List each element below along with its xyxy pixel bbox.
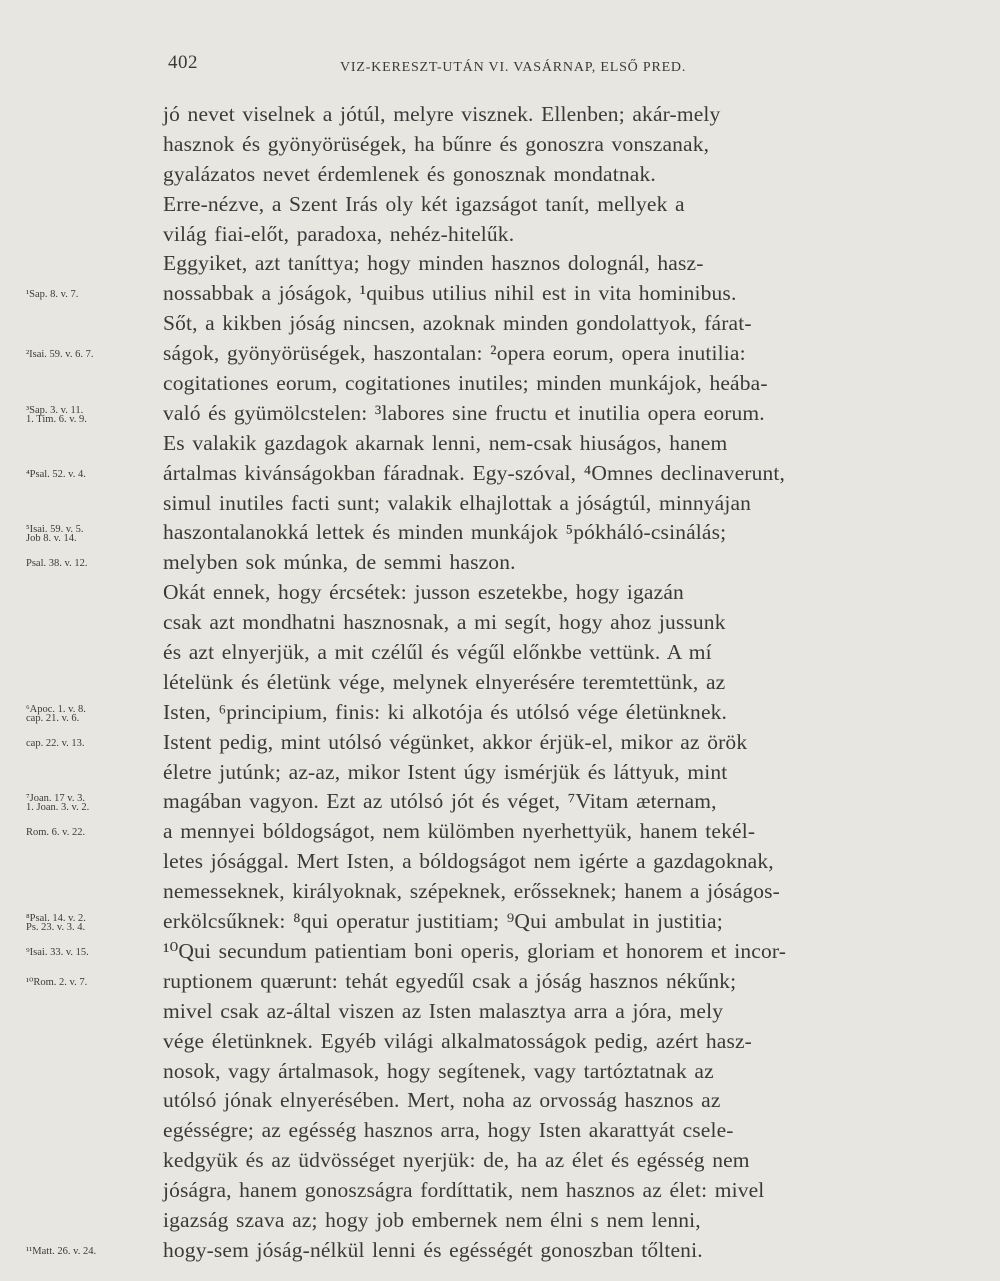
text-line: ságok, gyönyörüségek, haszontalan: ²opera eorum, opera inutilia: — [163, 341, 746, 366]
margin-spacer — [26, 160, 161, 190]
body-text — [163, 100, 890, 1266]
margin-spacer — [26, 847, 161, 877]
margin-spacer — [26, 638, 161, 668]
text-line: haszontalanokká lettek és minden munkájok ⁵pókháló-csinálás; — [163, 520, 727, 545]
text-line: ártalmas kivánságokban fáradnak. Egy-szóval, ⁴Omnes declinaverunt, — [163, 460, 786, 485]
text-line: Eggyiket, azt taníttya; hogy minden hasznos dolognál, hasz- — [163, 251, 704, 276]
text-line: nemesseknek, királyoknak, szépeknek, erősseknek; hanem a jóságos- — [163, 879, 780, 904]
margin-reference — [26, 907, 161, 937]
text-line: életre jutúnk; az-az, mikor Istent úgy ismérjük és láttyuk, mint — [163, 759, 728, 784]
margin-spacer — [26, 220, 161, 250]
margin-reference — [26, 518, 161, 548]
text-line: Okát ennek, hogy ércsétek: jusson eszetekbe, hogy igazán — [163, 580, 684, 605]
text-line: ¹⁰Qui secundum patientiam boni operis, gloriam et honorem et incor- — [163, 938, 787, 963]
margin-reference — [26, 339, 161, 369]
margin-spacer — [26, 758, 161, 788]
text-line: hogy-sem jóság-nélkül lenni és egésségét gonoszban tőlteni. — [163, 1237, 703, 1262]
margin-reference-line: cap. 21. v. 6. — [26, 712, 80, 724]
margin-reference-line: ⁶Apoc. 1. v. 8. — [26, 703, 86, 715]
margin-reference-line: 1. Tim. 6. v. 9. — [26, 413, 87, 425]
margin-reference-line: Ps. 23. v. 3. 4. — [26, 922, 86, 934]
margin-spacer — [26, 1027, 161, 1057]
page-header — [160, 52, 900, 82]
margin-spacer — [26, 130, 161, 160]
margin-spacer — [26, 1057, 161, 1087]
text-line: Erre-nézve, a Szent Irás oly két igazságot tanít, mellyek a — [163, 191, 685, 216]
margin-notes — [26, 100, 161, 1266]
text-line: a mennyei bóldogságot, nem külömben nyerhettyük, hanem tekél- — [163, 819, 756, 844]
margin-reference-line: ¹⁰Rom. 2. v. 7. — [26, 976, 88, 988]
text-line: Istent pedig, mint utólsó végünket, akkor érjük-el, mikor az örök — [163, 729, 748, 754]
margin-reference-line: ⁷Joan. 17 v. 3. — [26, 793, 85, 805]
margin-spacer — [26, 249, 161, 279]
margin-reference-line: Psal. 38. v. 12. — [26, 558, 88, 570]
margin-reference — [26, 399, 161, 429]
text-line: jó nevet viselnek a jótúl, melyre visznek. Ellenben; akár-mely — [163, 102, 721, 126]
margin-reference-line: ¹¹Matt. 26. v. 24. — [26, 1245, 97, 1257]
margin-spacer — [26, 1206, 161, 1236]
margin-reference-line: Job 8. v. 14. — [26, 533, 77, 545]
running-title: VIZ-KERESZT-UTÁN VI. VASÁRNAP, ELSŐ PRED. — [340, 60, 687, 75]
text-line: mivel csak az-által viszen az Isten malasztya arra a jóra, mely — [163, 998, 724, 1023]
text-line: melyben sok múnka, de semmi haszon. — [163, 550, 516, 575]
margin-reference — [26, 548, 161, 578]
margin-spacer — [26, 1086, 161, 1116]
text-line: Es valakik gazdagok akarnak lenni, nem-csak hiuságos, hanem — [163, 430, 728, 455]
text-line: magában vagyon. Ezt az utólsó jót és véget, ⁷Vitam æternam, — [163, 789, 717, 814]
text-line: egésségre; az egésség hasznos arra, hogy Isten akarattyát csele- — [163, 1118, 734, 1143]
text-line: gyalázatos nevet érdemlenek és gonosznak mondatnak. — [163, 161, 656, 186]
margin-reference-line: ⁴Psal. 52. v. 4. — [26, 468, 86, 480]
text-line: kedgyük és az üdvösséget nyerjük: de, ha az élet és egésség nem — [163, 1148, 750, 1173]
margin-spacer — [26, 578, 161, 608]
text-line: nossabbak a jóságok, ¹quibus utilius nihil est in vita hominibus. — [163, 281, 737, 306]
margin-reference — [26, 698, 161, 728]
margin-spacer — [26, 489, 161, 519]
margin-reference-line: ²Isai. 59. v. 6. 7. — [26, 349, 94, 361]
margin-spacer — [26, 190, 161, 220]
margin-spacer — [26, 668, 161, 698]
margin-spacer — [26, 608, 161, 638]
margin-reference-line: ⁸Psal. 14. v. 2. — [26, 913, 86, 925]
margin-reference-line: cap. 22. v. 13. — [26, 737, 85, 749]
margin-reference-line: Rom. 6. v. 22. — [26, 827, 86, 839]
margin-spacer — [26, 997, 161, 1027]
text-line: erkölcsűknek: ⁸qui operatur justitiam; ⁹Qui ambulat in justitia; — [163, 909, 723, 934]
margin-spacer — [26, 1116, 161, 1146]
text-line: igazság szava az; hogy job embernek nem élni s nem lenni, — [163, 1207, 701, 1232]
text-line: és azt elnyerjük, a mit czélűl és végűl előnkbe vettünk. A mí — [163, 640, 712, 665]
text-line: világ fiai-előt, paradoxa, nehéz-hitelűk. — [163, 221, 515, 246]
margin-reference-line: ⁹Isai. 33. v. 15. — [26, 946, 89, 958]
text-line: csak azt mondhatni hasznosnak, a mi segít, hogy ahoz jussunk — [163, 610, 726, 635]
margin-spacer — [26, 1176, 161, 1206]
margin-reference-line: ¹Sap. 8. v. 7. — [26, 289, 79, 301]
margin-reference — [26, 459, 161, 489]
margin-reference — [26, 1236, 161, 1266]
margin-reference — [26, 279, 161, 309]
margin-reference — [26, 967, 161, 997]
text-line: való és gyümölcstelen: ³labores sine fructu et inutilia opera eorum. — [163, 400, 765, 425]
margin-spacer — [26, 429, 161, 459]
text-line: cogitationes eorum, cogitationes inutiles; minden munkájok, heába- — [163, 371, 768, 396]
text-line: vége életünknek. Egyéb világi alkalmatosságok pedig, azért hasz- — [163, 1028, 752, 1053]
margin-spacer — [26, 369, 161, 399]
text-line: lételünk és életünk vége, melynek elnyerésére teremtettünk, az — [163, 669, 726, 694]
page-number: 402 — [168, 52, 198, 73]
text-line: utólsó jónak elnyerésében. Mert, noha az orvosság hasznos az — [163, 1088, 721, 1113]
text-line: Sőt, a kikben jóság nincsen, azoknak minden gondolattyok, fárat- — [163, 311, 752, 336]
margin-spacer — [26, 100, 161, 130]
margin-reference — [26, 728, 161, 758]
margin-spacer — [26, 1146, 161, 1176]
margin-reference-line: 1. Joan. 3. v. 2. — [26, 802, 90, 814]
margin-reference-line: ⁵Isai. 59. v. 5. — [26, 524, 84, 536]
text-line: hasznok és gyönyörüségek, ha bűnre és gonoszra vonszanak, — [163, 131, 710, 156]
margin-reference — [26, 787, 161, 817]
text-line: ruptionem quærunt: tehát egyedűl csak a jóság hasznos nékűnk; — [163, 968, 737, 993]
text-line: letes jósággal. Mert Isten, a bóldogságot nem igérte a gazdagoknak, — [163, 849, 774, 874]
margin-reference — [26, 817, 161, 847]
margin-spacer — [26, 877, 161, 907]
text-line: jóságra, hanem gonoszságra fordíttatik, nem hasznos az élet: mivel — [163, 1178, 765, 1203]
text-line: nosok, vagy ártalmasok, hogy segítenek, vagy tartóztatnak az — [163, 1058, 714, 1083]
text-line: Isten, ⁶principium, finis: ki alkotója és utólsó vége életünknek. — [163, 699, 728, 724]
margin-reference-line: ³Sap. 3. v. 11. — [26, 404, 84, 416]
margin-reference — [26, 937, 161, 967]
margin-spacer — [26, 309, 161, 339]
text-line: simul inutiles facti sunt; valakik elhajlottak a jóságtúl, minnyájan — [163, 490, 752, 515]
